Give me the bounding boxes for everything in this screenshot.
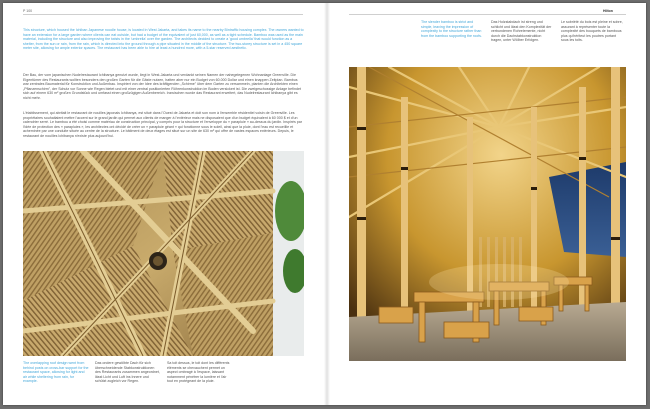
bamboo-roof-photo-image — [23, 151, 304, 356]
folio-right: Hilton — [603, 9, 613, 13]
right-caption-german: Das Holzstabdach ist streng und schlicht und lässt den Komplexität der verbundenen Rohrelemente, nicht durch die Dachstabkonstruktion tragen, unter Wölber Erfolgen. — [491, 20, 552, 43]
caption-german: Das ondere gewölbte Dach für sich überschneidende Stabkonstruktionen des Restaurants zusammen angeordnet, lässt Licht und Luft ins Innere und schützt zugleich vor Regen. — [95, 361, 160, 384]
page-gutter — [324, 3, 330, 405]
caption-french: Sa toit dessus, le toit dont les différents éléments se chevauchent permet un aspect ombragé à l'espace, laissant notamment pénétrer la lumière et l'air tout en protégeant de la pluie. — [167, 361, 230, 384]
restaurant-interior-photo — [349, 67, 626, 361]
header-rule-right — [349, 14, 626, 15]
french-text: L'établissement, qui abritait le restaurant de nouilles japonais Ichibanya, est situé dans l'Ouest de Jakarta et doit son nom à l'ensemble résidentiel voisin de Greenville. Les propriétaires souhaitaient mettre l'accent sur le grand jardin qui permet aux clients de manger à l'extérieur mais ne disposaient que d'un budget équivalent à 60 000 $ et d'un calendrier serré. Le bambou a été choisi comme matériau de construction principal, y compris pour la structure et l'enveloppe du « parapluie » au-dessus du jardin. Inspirés par l'idée de protection des « parapluies », les architectes ont décidé de créer un « parapluie géant » qui fonctionne sous le soleil, ainsi que la pluie, dont l'eau est recueillie et acheminée par une conduite située au centre de la structure. Le bâtiment de deux étages est situé sur un site de 630 m² qui offre de vastes espaces extérieurs. Depuis, le restaurant de nouilles Ichibanya n'existe plus aujourd'hui. — [23, 111, 302, 138]
english-intro: This structure, which housed the Ichiban Japanese noodle house, is located in West Jakarta, and takes its name to the nearby Bintraffic housing complex. The owners wanted to have an extension for a large garden where clients can eat outside, but had a budget of the equivalent of just 60,000, as well as a tight schedule. Bamboo was used as the main material, including the structure and also improving the twists in the 'umbrella' over the garden. The architects decided to create a 'good umbrella' that would function as a shelter, from the sun or rain, from the rain, which is directed into the ground through a pipe situated in the middle of the structure. The two-storey structure is set in a 450 square meter site, allowing for ample exterior spaces. The restaurant has been able to hire at least a hundred more, with a 5-star reserved aesthetic. — [23, 28, 304, 51]
header-rule-left — [23, 14, 303, 15]
restaurant-interior-photo-image — [349, 67, 626, 361]
bamboo-roof-photo — [23, 151, 304, 356]
caption-english: The overlapping roof design went from behind posts on cross-bar support for the restaurant space, allowing for light and air while sheltering from rain, for example. — [23, 361, 89, 384]
right-caption-english: The slender bamboo is strict and simple, leaving the impression of complexity to the structure rather than from the bamboo supporting the roofs. — [421, 20, 482, 38]
right-caption-french: Le sobriété du bois est pleine et sobre, assurant à représenter toute la complexité des bouquets de bambous plus qu'hériteut les poutres portant sous les toits. — [561, 20, 623, 43]
magazine-spread — [3, 3, 646, 405]
german-text: Der Bau, der vom japanischen Nudelrestaurant Ichibanya genutzt wurde, liegt in West-Jakarta und verdankt seinen Namen der nahegelegenen Wohnanlage Greenville. Die Eigentümer des Restaurants wollten besonders den großen Garten für die Gäste nutzen, hatten aber nur ein Budget von 60.000 Dollar und einen knappen Zeitplan. Bambus war zentrales Baumaterial für Konstruktion und Außenbau. Inspiriert von der Idee des kräftigenden „Schirme" über dem Garten zu versammeln, planten die Architekten einen „Pflanzenschirm", der Schutz vor Sonne wie Regen bietet und mit einer zentral positionierten Röhrenkonstruktion im Boden versickert ist. Die zweigeschossige Anlage befindet sich auf einem 630 m² großen Grundstück und umfasst einen großzügigen Außenbereich. Inzwischen wurde das Restaurant erweitert, das Nudelrestaurant Ichibanya gibt es nicht mehr. — [23, 73, 301, 100]
folio-left: P 100 — [23, 9, 33, 13]
